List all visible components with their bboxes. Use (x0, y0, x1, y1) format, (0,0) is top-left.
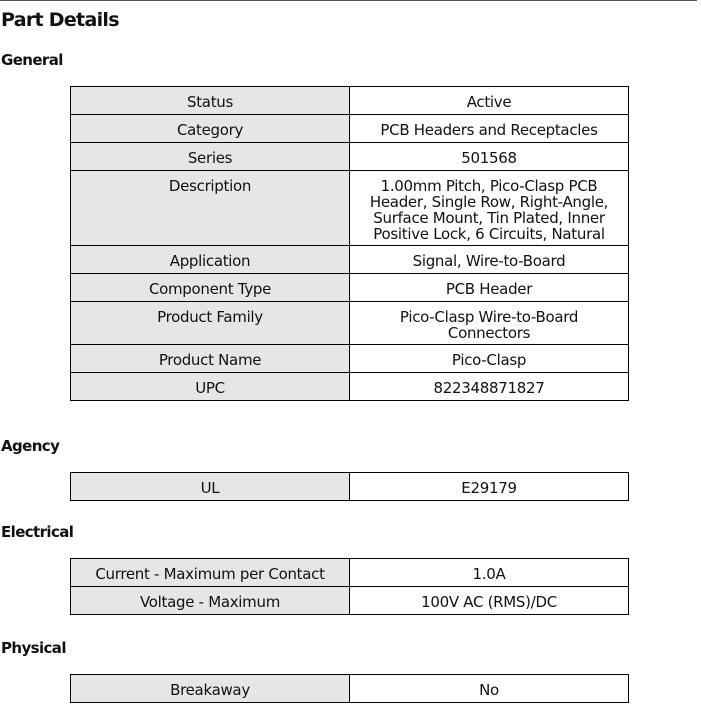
electrical-properties-table (70, 558, 629, 615)
property-value: 1.0A (350, 559, 629, 587)
property-label: Component Type (71, 274, 350, 302)
property-value: Active (350, 87, 629, 115)
section-heading-general: General (1, 51, 63, 69)
property-value: 1.00mm Pitch, Pico-Clasp PCB Header, Single Row, Right-Angle, Surface Mount, Tin Plated, Inner Positive Lock, 6 Circuits, Natural (350, 171, 629, 246)
page-title: Part Details (1, 9, 119, 31)
property-value: E29179 (350, 473, 629, 501)
property-value: 100V AC (RMS)/DC (350, 587, 629, 615)
section-heading-physical: Physical (1, 639, 66, 657)
top-divider (0, 0, 697, 1)
section-heading-electrical: Electrical (1, 523, 74, 541)
agency-properties-table (70, 472, 629, 501)
table-row (71, 675, 629, 703)
property-label: Current - Maximum per Contact (71, 559, 350, 587)
property-label: Product Family (71, 302, 350, 345)
table-row (71, 587, 629, 615)
property-label: Breakaway (71, 675, 350, 703)
property-value: No (350, 675, 629, 703)
property-label: Product Name (71, 345, 350, 373)
property-label: UPC (71, 373, 350, 401)
physical-properties-table (70, 674, 629, 703)
property-value: Pico-Clasp Wire-to-Board Connectors (350, 302, 629, 345)
general-properties-table (70, 86, 629, 401)
table-row (71, 246, 629, 274)
property-value: PCB Headers and Receptacles (350, 115, 629, 143)
property-label: Category (71, 115, 350, 143)
table-row (71, 143, 629, 171)
property-value: 501568 (350, 143, 629, 171)
table-row (71, 373, 629, 401)
property-value: Signal, Wire-to-Board (350, 246, 629, 274)
property-value: PCB Header (350, 274, 629, 302)
property-value: Pico-Clasp (350, 345, 629, 373)
property-label: UL (71, 473, 350, 501)
property-label: Status (71, 87, 350, 115)
table-row (71, 345, 629, 373)
property-label: Application (71, 246, 350, 274)
table-row (71, 87, 629, 115)
property-value: 822348871827 (350, 373, 629, 401)
table-row (71, 115, 629, 143)
section-heading-agency: Agency (1, 437, 60, 455)
table-row (71, 302, 629, 345)
property-label: Description (71, 171, 350, 246)
property-label: Series (71, 143, 350, 171)
table-row (71, 473, 629, 501)
table-row (71, 559, 629, 587)
table-row (71, 171, 629, 246)
property-label: Voltage - Maximum (71, 587, 350, 615)
table-row (71, 274, 629, 302)
